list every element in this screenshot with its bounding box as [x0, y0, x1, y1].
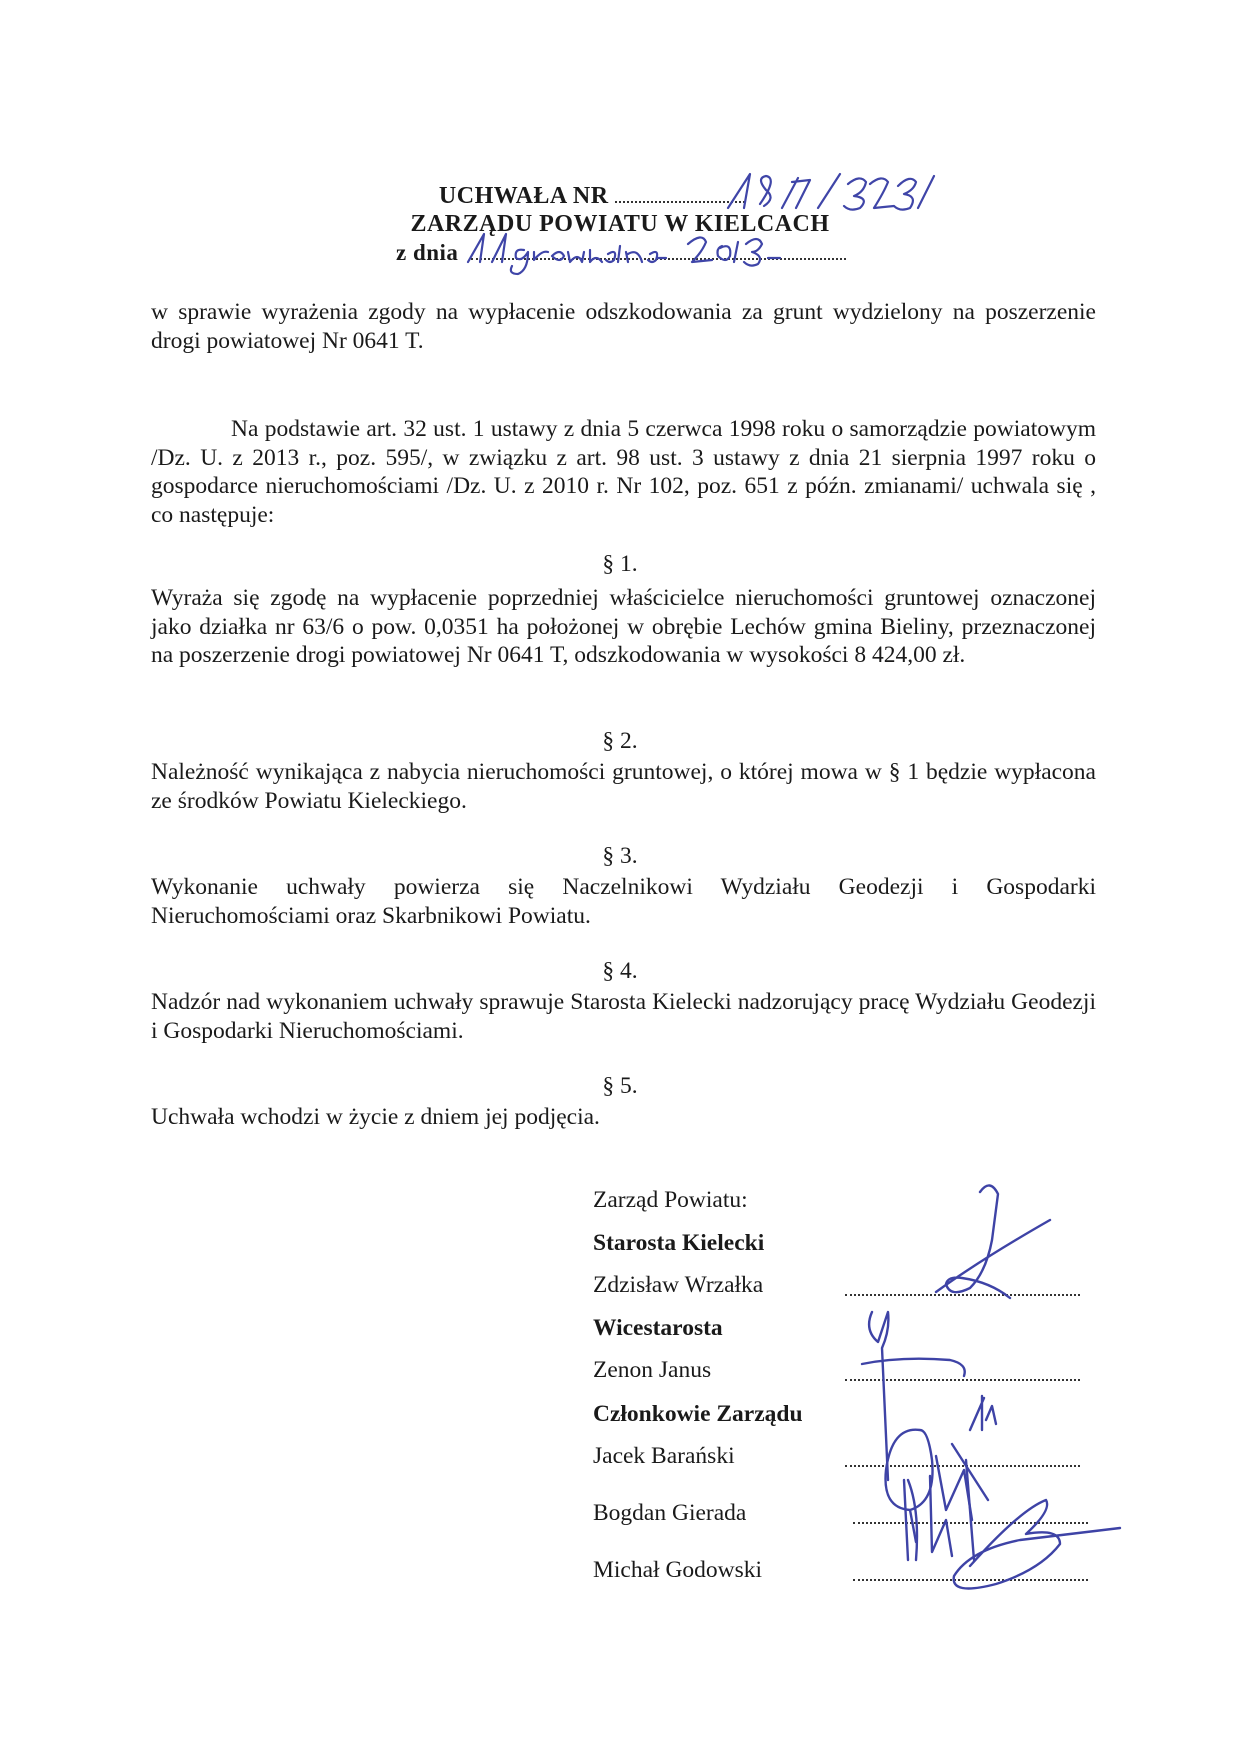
section-3-mark: § 3. [602, 843, 638, 869]
section-5-mark: § 5. [602, 1073, 638, 1099]
starosta-name: Zdzisław Wrzałka [593, 1272, 764, 1298]
resolution-date [396, 240, 896, 266]
date-prefix: z dnia [396, 240, 459, 265]
section-1-text: Wyraża się zgodę na wypłacenie poprzedniej właścicielce nieruchomości gruntowej oznaczonej jako działka nr 63/6 o pow. 0,0351 ha położonej w obrębie Lechów gmina Bieliny, przeznaczonej na poszerzenie drogi powiatowej Nr 0641 T, odszkodowania w wysokości 8 424,00 zł. [151, 585, 1096, 668]
board-members-role: Członkowie Zarządu [593, 1401, 803, 1427]
section-2-text: Należność wynikająca z nabycia nieruchomości gruntowej, o której mowa w § 1 będzie wypłacona ze środków Powiatu Kieleckiego. [151, 759, 1096, 814]
starosta-role: Starosta Kielecki [593, 1230, 765, 1256]
handwritten-signatures [820, 1180, 1140, 1620]
member-name: Bogdan Gierada [593, 1500, 747, 1526]
resolution-subject: w sprawie wyrażenia zgody na wypłacenie odszkodowania za grunt wydzielony na poszerzenie drogi powiatowej Nr 0641 T. [151, 299, 1096, 354]
date-dots [471, 254, 846, 260]
resolution-preamble: Na podstawie art. 32 ust. 1 ustawy z dnia 5 czerwca 1998 roku o samorządzie powiatowym /Dz. U. z 2013 r., poz. 595/, w związku z art. 98 ust. 3 ustawy z dnia 21 sierpnia 1997 roku o gospodarce nieruchomościami /Dz. U. z 2010 r. Nr 102, poz. 651 z późn. zmianami/ uchwala się , co następuje: [151, 416, 1096, 528]
resolution-title-prefix: UCHWAŁA NR [438, 183, 609, 209]
section-2-mark: § 2. [602, 728, 638, 754]
member-name: Jacek Barański [593, 1443, 735, 1469]
vice-starosta-name: Zenon Janus [593, 1357, 712, 1383]
board-heading: Zarząd Powiatu: [593, 1187, 748, 1213]
title-number-dots [615, 197, 745, 203]
section-4-mark: § 4. [602, 958, 638, 984]
section-4-text: Nadzór nad wykonaniem uchwały sprawuje Starosta Kielecki nadzorujący pracę Wydziału Geodezji i Gospodarki Nieruchomościami. [151, 989, 1096, 1044]
section-3-text: Wykonanie uchwały powierza się Naczelnikowi Wydziału Geodezji i Gospodarki Nieruchomościami oraz Skarbnikowi Powiatu. [151, 874, 1096, 929]
resolution-title [0, 183, 1240, 210]
member-name: Michał Godowski [593, 1557, 763, 1583]
section-1-mark: § 1. [602, 551, 638, 577]
resolution-issuer: ZARZĄDU POWIATU W KIELCACH [410, 211, 830, 237]
section-5-text: Uchwała wchodzi w życie z dniem jej podjęcia. [151, 1104, 600, 1130]
vice-starosta-role: Wicestarosta [593, 1315, 723, 1341]
